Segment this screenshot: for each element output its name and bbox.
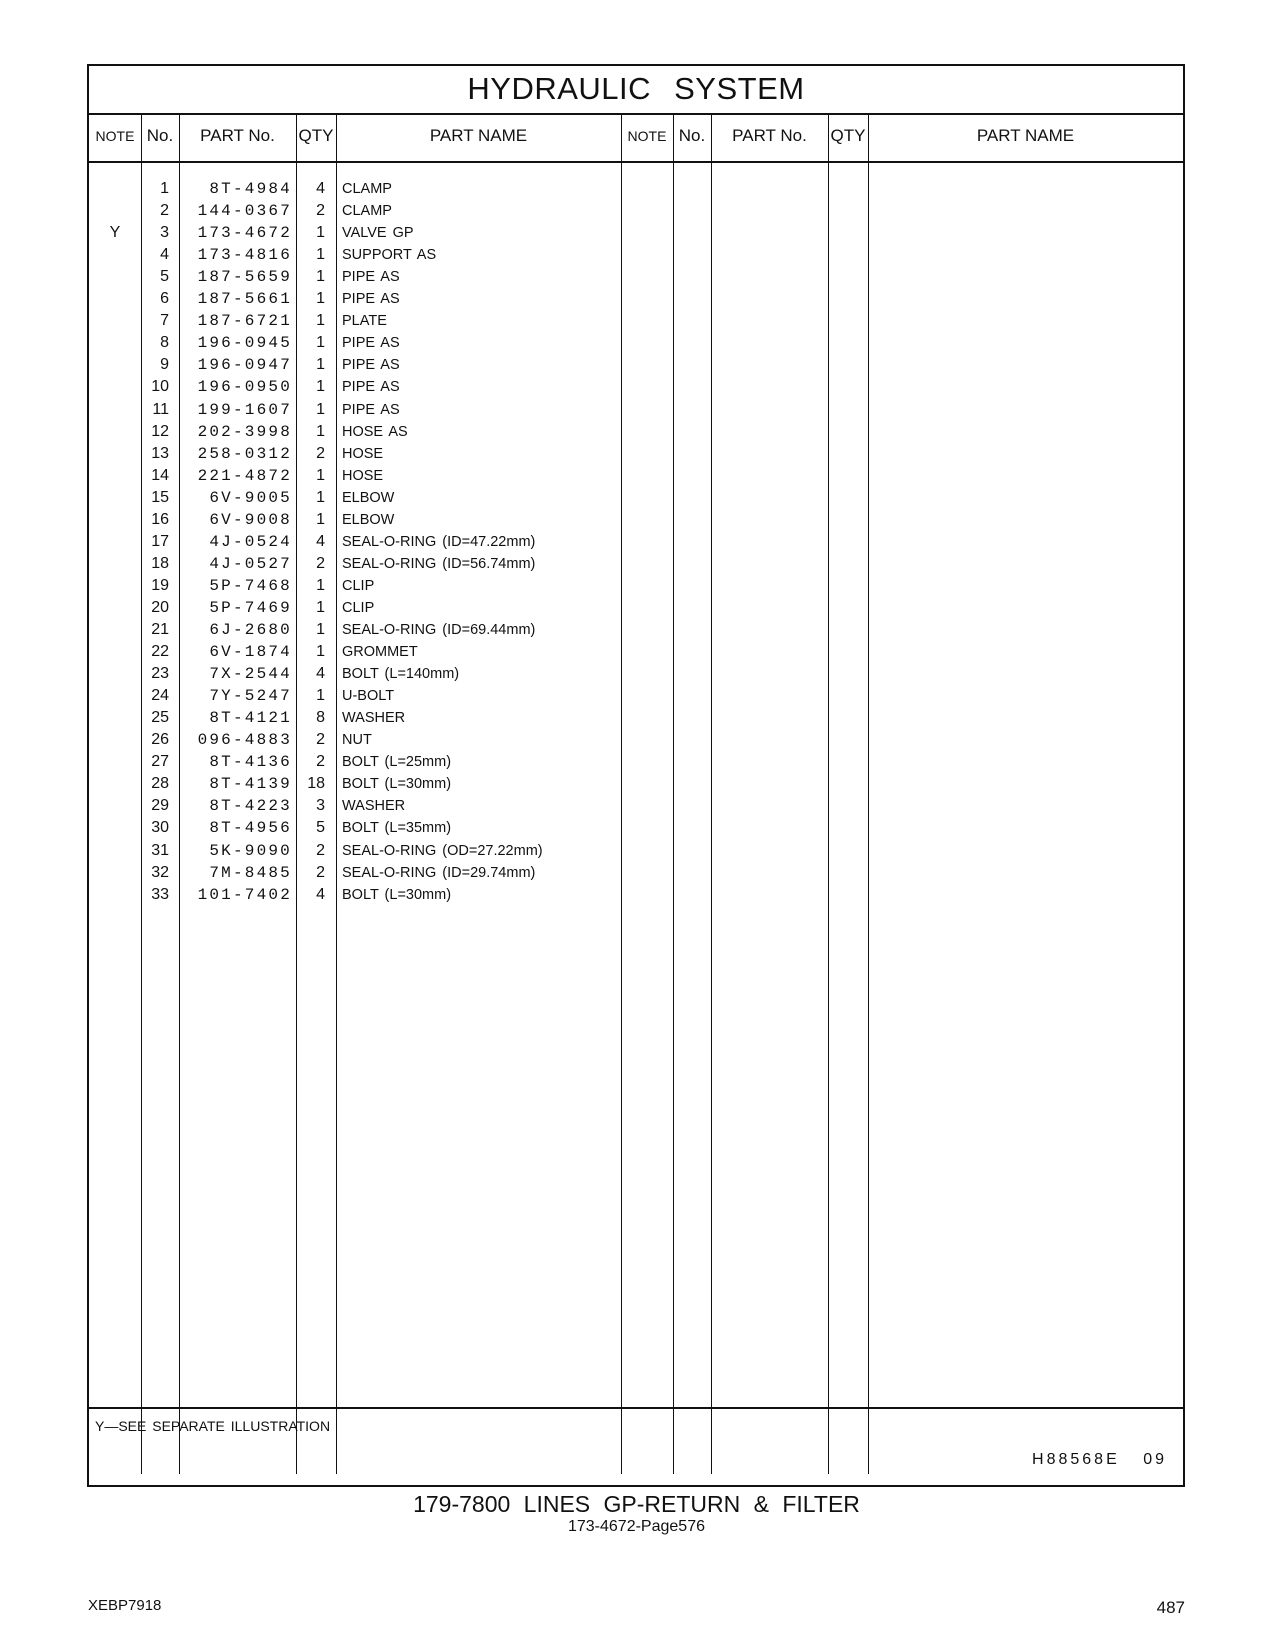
header-no-left: No.: [146, 126, 174, 145]
part-number: 5P-7469: [209, 598, 292, 617]
table-row: [89, 354, 649, 376]
table-row: [89, 840, 649, 862]
table-row: [89, 817, 649, 839]
item-number: 9: [160, 356, 169, 374]
drawing-code: H88568E 09: [1032, 1451, 1167, 1468]
part-name: CLAMP: [342, 203, 392, 220]
part-number: 5K-9090: [209, 841, 292, 860]
item-number: 4: [160, 246, 169, 264]
table-row: [89, 575, 649, 597]
header-part-no-right: PART No.: [732, 126, 807, 145]
table-row: [89, 178, 649, 200]
item-number: 3: [160, 224, 169, 242]
part-number: 6V-9008: [209, 510, 292, 529]
item-number: 31: [151, 841, 169, 859]
header-note-right: NOTE: [627, 128, 667, 144]
item-number: 21: [151, 621, 169, 638]
part-number: 196-0945: [197, 334, 292, 353]
table-row: [89, 332, 649, 354]
part-number: 6V-9005: [209, 488, 292, 507]
table-row: [89, 685, 649, 707]
header-qty-left: QTY: [298, 126, 334, 145]
table-row: [89, 200, 649, 222]
part-number: 4J-0527: [209, 554, 292, 573]
item-number: 33: [151, 885, 169, 903]
table-bottom-rule: [89, 1407, 1183, 1409]
item-number: 6: [160, 290, 169, 308]
part-number: 7M-8485: [209, 863, 292, 882]
table-row: [89, 310, 649, 332]
quantity: 1: [316, 510, 325, 528]
item-number: 29: [151, 797, 169, 815]
table-row: [89, 376, 649, 398]
table-row: [89, 773, 649, 795]
quantity: 1: [316, 246, 325, 264]
footnote: Y—SEE SEPARATE ILLUSTRATION: [95, 1418, 331, 1434]
page-number: 487: [1156, 1598, 1185, 1617]
part-name: PIPE AS: [342, 401, 400, 418]
item-number: 28: [151, 775, 169, 793]
item-number: 20: [151, 598, 169, 616]
document-id: XEBP7918: [88, 1597, 162, 1614]
part-name: U-BOLT: [342, 688, 395, 705]
table-row: [89, 884, 649, 906]
part-name: BOLT (L=30mm): [342, 886, 452, 903]
item-number: 12: [151, 422, 169, 440]
table-row: [89, 288, 649, 310]
table-row: [89, 663, 649, 685]
part-number: 196-0947: [197, 356, 292, 375]
quantity: 8: [316, 709, 325, 727]
quantity: 1: [316, 268, 325, 286]
part-number: 6J-2680: [209, 621, 292, 639]
part-number: 8T-4136: [209, 753, 292, 772]
item-number: 32: [151, 863, 169, 881]
quantity: 1: [316, 290, 325, 308]
table-row: [89, 244, 649, 266]
item-number: 2: [160, 202, 169, 220]
item-number: 25: [151, 709, 169, 727]
quantity: 1: [316, 643, 325, 661]
quantity: 1: [316, 598, 325, 616]
part-name: VALVE GP: [342, 225, 414, 242]
part-number: 8T-4223: [209, 797, 292, 816]
header-no-right: No.: [678, 126, 706, 145]
table-row: [89, 795, 649, 817]
part-name: PIPE AS: [342, 291, 400, 308]
quantity: 1: [316, 687, 325, 705]
item-number: 26: [151, 731, 169, 749]
table-row: [89, 553, 649, 575]
table-row: [89, 862, 649, 884]
quantity: 1: [316, 576, 325, 594]
header-part-no-left: PART No.: [200, 126, 275, 145]
item-number: 16: [151, 510, 169, 528]
part-number: 199-1607: [197, 400, 292, 419]
part-number: 202-3998: [197, 422, 292, 441]
table-row: [89, 751, 649, 773]
part-name: GROMMET: [342, 644, 418, 661]
table-row: [89, 421, 649, 443]
column-divider: [673, 113, 674, 1474]
part-number: 7X-2544: [209, 665, 292, 684]
column-divider: [711, 113, 712, 1474]
part-number: 173-4816: [197, 246, 292, 265]
part-name: CLIP: [342, 599, 375, 616]
part-name: SEAL-O-RING (ID=47.22mm): [342, 533, 536, 550]
column-divider: [828, 113, 829, 1474]
quantity: 4: [316, 532, 325, 550]
item-number: 24: [151, 687, 169, 705]
table-row: [89, 465, 649, 487]
part-name: CLAMP: [342, 181, 392, 197]
item-number: 8: [160, 334, 169, 352]
part-name: HOSE AS: [342, 423, 408, 440]
part-name: BOLT (L=35mm): [342, 820, 452, 837]
quantity: 2: [316, 753, 325, 771]
header-part-name-right: PART NAME: [976, 126, 1075, 145]
quantity: 1: [316, 488, 325, 506]
quantity: 2: [316, 202, 325, 220]
part-name: WASHER: [342, 798, 406, 815]
quantity: 1: [316, 378, 325, 396]
table-row: [89, 509, 649, 531]
part-name: WASHER: [342, 710, 406, 727]
item-number: 30: [151, 819, 169, 837]
table-row: [89, 266, 649, 288]
part-name: SEAL-O-RING (ID=69.44mm): [342, 622, 536, 638]
quantity: 1: [316, 466, 325, 484]
quantity: 2: [316, 554, 325, 572]
part-name: HOSE: [342, 445, 384, 462]
table-row: [89, 707, 649, 729]
item-number: 18: [151, 554, 169, 572]
table-row: [89, 619, 649, 641]
part-number: 187-5659: [197, 268, 292, 287]
quantity: 1: [316, 400, 325, 418]
column-divider: [868, 113, 869, 1474]
part-number: 4J-0524: [209, 532, 292, 551]
item-number: 22: [151, 643, 169, 661]
part-name: SEAL-O-RING (ID=56.74mm): [342, 555, 536, 572]
part-number: 221-4872: [197, 466, 292, 485]
quantity: 5: [316, 819, 325, 837]
quantity: 2: [316, 841, 325, 859]
part-name: BOLT (L=25mm): [342, 754, 452, 771]
table-header: [89, 113, 1183, 163]
table-row: [89, 641, 649, 663]
table-row: [89, 531, 649, 553]
table-row: [89, 222, 649, 244]
quantity: 2: [316, 731, 325, 749]
part-number: 173-4672: [197, 224, 292, 243]
part-name: PIPE AS: [342, 269, 400, 286]
table-row: [89, 597, 649, 619]
part-name: ELBOW: [342, 489, 395, 506]
item-number: 10: [151, 378, 169, 396]
quantity: 1: [316, 356, 325, 374]
item-number: 14: [151, 466, 169, 484]
quantity: 3: [316, 797, 325, 815]
part-name: SEAL-O-RING (OD=27.22mm): [342, 842, 543, 859]
part-name: PLATE: [342, 313, 387, 330]
part-name: CLIP: [342, 577, 375, 594]
item-number: 27: [151, 753, 169, 771]
part-name: ELBOW: [342, 511, 395, 528]
quantity: 2: [316, 863, 325, 881]
note-cell: Y: [109, 224, 121, 242]
item-number: 13: [151, 444, 169, 462]
page-title: HYDRAULIC SYSTEM: [467, 71, 805, 106]
part-name: NUT: [342, 732, 372, 749]
part-number: 8T-4139: [209, 775, 292, 794]
item-number: 23: [151, 665, 169, 683]
group-caption: 179-7800 LINES GP-RETURN & FILTER: [413, 1491, 860, 1517]
part-name: PIPE AS: [342, 379, 400, 396]
part-number: 196-0950: [197, 378, 292, 397]
quantity: 4: [316, 885, 325, 903]
quantity: 1: [316, 422, 325, 440]
title-band: [89, 66, 1183, 115]
table-row: [89, 729, 649, 751]
part-number: 096-4883: [197, 731, 292, 750]
table-row: [89, 487, 649, 509]
part-number: 8T-4121: [209, 709, 292, 728]
part-number: 144-0367: [197, 202, 292, 221]
item-number: 7: [160, 312, 169, 330]
part-number: 6V-1874: [209, 643, 292, 662]
item-number: 11: [152, 400, 169, 418]
quantity: 4: [316, 665, 325, 683]
part-name: BOLT (L=140mm): [342, 666, 460, 683]
header-qty-right: QTY: [830, 126, 866, 145]
parts-table-frame: [87, 64, 1185, 1487]
part-name: HOSE: [342, 467, 384, 484]
quantity: 1: [316, 334, 325, 352]
quantity: 18: [307, 775, 325, 793]
part-number: 8T-4984: [209, 180, 292, 198]
part-name: SEAL-O-RING (ID=29.74mm): [342, 864, 536, 881]
quantity: 2: [316, 444, 325, 462]
item-number: 19: [151, 576, 169, 594]
part-name: PIPE AS: [342, 335, 400, 352]
part-name: PIPE AS: [342, 357, 400, 374]
header-note-left: NOTE: [95, 128, 135, 144]
part-number: 7Y-5247: [209, 687, 292, 706]
quantity: 4: [316, 180, 325, 197]
part-number: 187-5661: [197, 290, 292, 309]
item-number: 5: [160, 268, 169, 286]
part-number: 8T-4956: [209, 819, 292, 838]
part-number: 187-6721: [197, 312, 292, 331]
part-number: 258-0312: [197, 444, 292, 463]
quantity: 1: [316, 621, 325, 638]
part-name: BOLT (L=30mm): [342, 776, 452, 793]
item-number: 15: [151, 488, 169, 506]
quantity: 1: [316, 312, 325, 330]
part-name: SUPPORT AS: [342, 247, 437, 264]
quantity: 1: [316, 224, 325, 242]
table-row: [89, 399, 649, 421]
item-number: 1: [160, 180, 169, 197]
item-number: 17: [151, 532, 169, 550]
header-part-name-left: PART NAME: [429, 126, 528, 145]
table-row: [89, 443, 649, 465]
part-number: 5P-7468: [209, 576, 292, 595]
group-subcaption: 173-4672-Page576: [567, 1518, 705, 1535]
part-number: 101-7402: [197, 885, 292, 904]
